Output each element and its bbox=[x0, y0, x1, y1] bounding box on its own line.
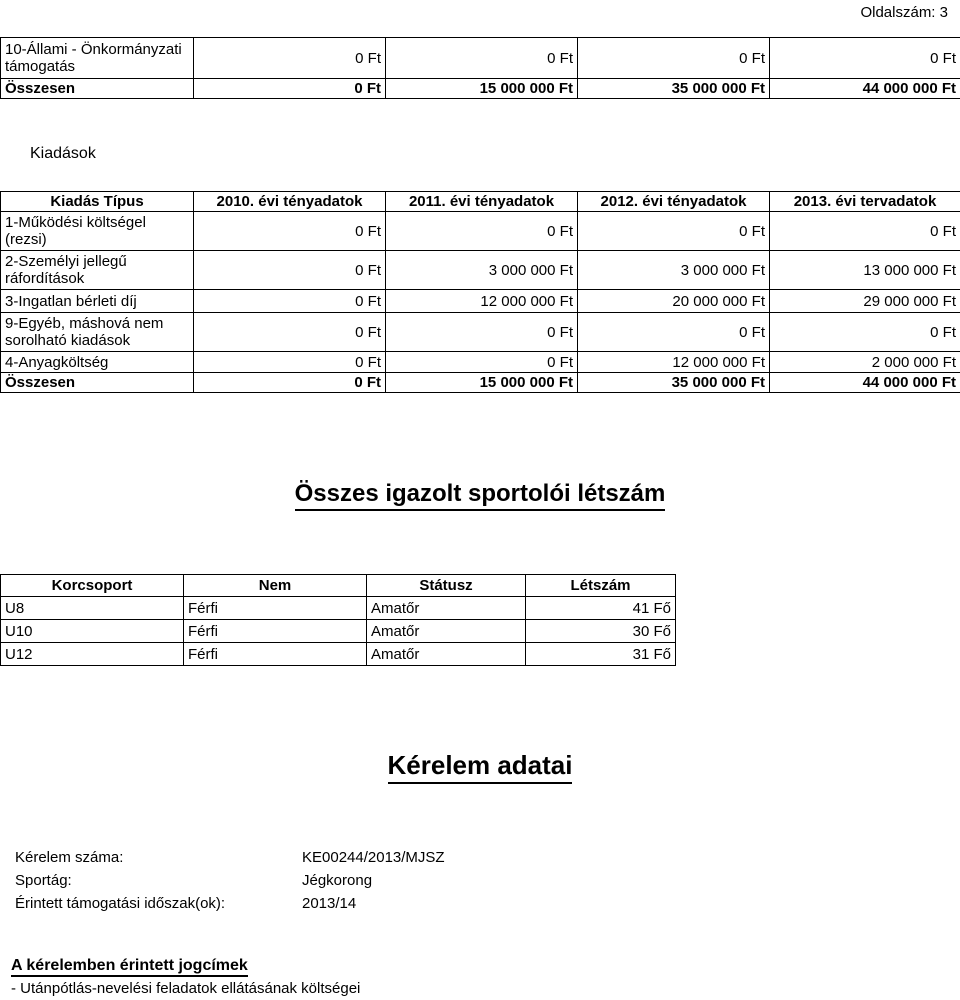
value-cell: 12 000 000 Ft bbox=[578, 352, 770, 373]
gender-cell: Férfi bbox=[184, 597, 367, 620]
table-row bbox=[1, 290, 960, 313]
column-header: 2012. évi tényadatok bbox=[578, 192, 770, 212]
value-cell: 0 Ft bbox=[770, 212, 960, 251]
sport-label: Sportág: bbox=[15, 872, 72, 889]
page-number: Oldalszám: 3 bbox=[860, 4, 948, 21]
sport-value: Jégkorong bbox=[302, 872, 373, 889]
value-cell: 0 Ft bbox=[770, 313, 960, 352]
value-cell: 44 000 000 Ft bbox=[770, 79, 960, 99]
value-cell: 0 Ft bbox=[194, 313, 386, 352]
value-cell: 0 Ft bbox=[194, 79, 386, 99]
legal-title-text: A kérelemben érintett jogcímek bbox=[11, 957, 248, 977]
value-cell: 0 Ft bbox=[194, 251, 386, 290]
value-cell: 13 000 000 Ft bbox=[770, 251, 960, 290]
table-row bbox=[1, 620, 676, 643]
age-group-cell: U12 bbox=[1, 643, 184, 666]
value-cell: 0 Ft bbox=[578, 212, 770, 251]
row-label: Összesen bbox=[1, 79, 194, 99]
athletes-table bbox=[0, 574, 676, 666]
gender-cell: Férfi bbox=[184, 620, 367, 643]
gender-cell: Férfi bbox=[184, 643, 367, 666]
value-cell: 0 Ft bbox=[386, 212, 578, 251]
table-row bbox=[1, 38, 960, 79]
status-cell: Amatőr bbox=[367, 643, 526, 666]
athletes-title-text: Összes igazolt sportolói létszám bbox=[295, 480, 666, 511]
legal-item: - Utánpótlás-nevelési feladatok ellátásának költségei bbox=[11, 980, 361, 997]
value-cell: 0 Ft bbox=[194, 212, 386, 251]
total-row bbox=[1, 79, 960, 99]
age-group-cell: U10 bbox=[1, 620, 184, 643]
value-cell: 35 000 000 Ft bbox=[578, 79, 770, 99]
row-label: 3-Ingatlan bérleti díj bbox=[1, 290, 194, 313]
header-row bbox=[1, 575, 676, 597]
value-cell: 0 Ft bbox=[194, 38, 386, 79]
column-header: 2010. évi tényadatok bbox=[194, 192, 386, 212]
table-row bbox=[1, 212, 960, 251]
value-cell: 3 000 000 Ft bbox=[578, 251, 770, 290]
row-label: Összesen bbox=[1, 373, 194, 393]
count-cell: 41 Fő bbox=[526, 597, 676, 620]
total-row bbox=[1, 373, 960, 393]
row-label: 1-Működési költségel (rezsi) bbox=[1, 212, 194, 251]
value-cell: 15 000 000 Ft bbox=[386, 79, 578, 99]
value-cell: 20 000 000 Ft bbox=[578, 290, 770, 313]
request-number-label: Kérelem száma: bbox=[15, 849, 124, 866]
table-row bbox=[1, 352, 960, 373]
age-group-cell: U8 bbox=[1, 597, 184, 620]
value-cell: 15 000 000 Ft bbox=[386, 373, 578, 393]
value-cell: 29 000 000 Ft bbox=[770, 290, 960, 313]
legal-title bbox=[11, 957, 248, 975]
value-cell: 35 000 000 Ft bbox=[578, 373, 770, 393]
table-row bbox=[1, 251, 960, 290]
value-cell: 0 Ft bbox=[578, 38, 770, 79]
period-label: Érintett támogatási időszak(ok): bbox=[15, 895, 226, 912]
column-header: Kiadás Típus bbox=[1, 192, 194, 212]
period-value: 2013/14 bbox=[302, 895, 357, 912]
request-title bbox=[0, 750, 960, 781]
value-cell: 12 000 000 Ft bbox=[386, 290, 578, 313]
status-cell: Amatőr bbox=[367, 620, 526, 643]
value-cell: 0 Ft bbox=[386, 352, 578, 373]
count-cell: 31 Fő bbox=[526, 643, 676, 666]
value-cell: 2 000 000 Ft bbox=[770, 352, 960, 373]
request-number-value: KE00244/2013/MJSZ bbox=[302, 849, 445, 866]
athletes-title bbox=[0, 480, 960, 508]
count-cell: 30 Fő bbox=[526, 620, 676, 643]
value-cell: 0 Ft bbox=[194, 352, 386, 373]
table-row bbox=[1, 643, 676, 666]
column-header: 2011. évi tényadatok bbox=[386, 192, 578, 212]
value-cell: 0 Ft bbox=[386, 313, 578, 352]
expenses-section-label: Kiadások bbox=[30, 145, 96, 162]
row-label: 4-Anyagköltség bbox=[1, 352, 194, 373]
header-row bbox=[1, 192, 960, 212]
value-cell: 0 Ft bbox=[386, 38, 578, 79]
column-header: Létszám bbox=[526, 575, 676, 597]
status-cell: Amatőr bbox=[367, 597, 526, 620]
value-cell: 0 Ft bbox=[194, 373, 386, 393]
value-cell: 44 000 000 Ft bbox=[770, 373, 960, 393]
request-title-text: Kérelem adatai bbox=[388, 750, 573, 784]
row-label: 2-Személyi jellegű ráfordítások bbox=[1, 251, 194, 290]
value-cell: 3 000 000 Ft bbox=[386, 251, 578, 290]
table-row bbox=[1, 313, 960, 352]
column-header: Korcsoport bbox=[1, 575, 184, 597]
expenses-table bbox=[0, 191, 960, 393]
table-row bbox=[1, 597, 676, 620]
column-header: Nem bbox=[184, 575, 367, 597]
value-cell: 0 Ft bbox=[578, 313, 770, 352]
column-header: Státusz bbox=[367, 575, 526, 597]
row-label: 9-Egyéb, máshová nem sorolható kiadások bbox=[1, 313, 194, 352]
row-label: 10-Állami - Önkormányzati támogatás bbox=[1, 38, 194, 79]
column-header: 2013. évi tervadatok bbox=[770, 192, 960, 212]
value-cell: 0 Ft bbox=[194, 290, 386, 313]
value-cell: 0 Ft bbox=[770, 38, 960, 79]
income-table bbox=[0, 37, 960, 99]
